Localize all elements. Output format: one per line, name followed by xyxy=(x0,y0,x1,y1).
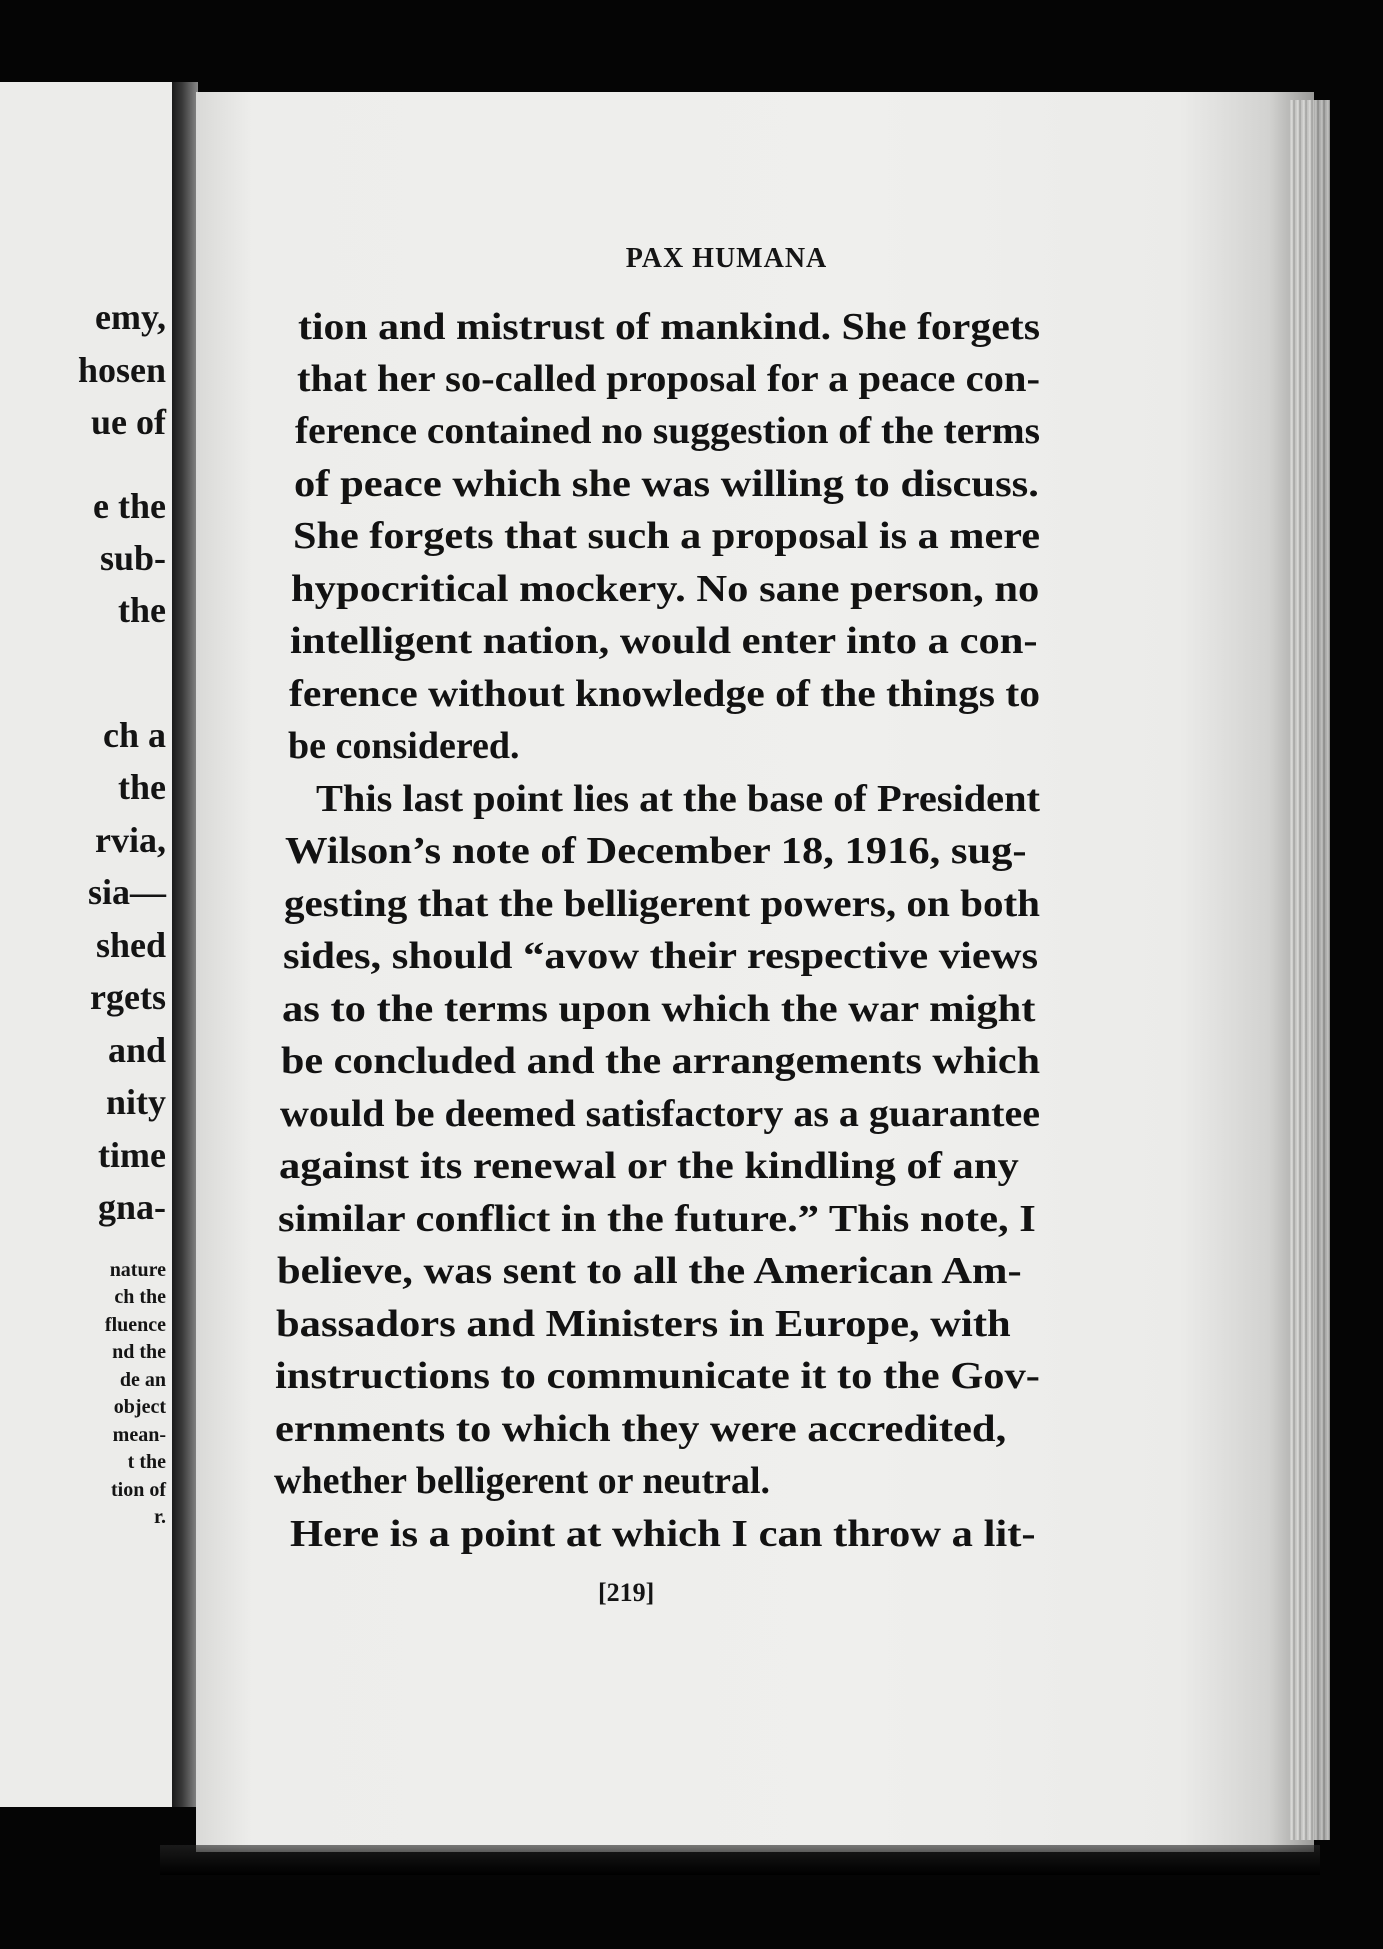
text-line: Here is a point at which I can throw a lit- xyxy=(290,1513,1036,1555)
text-line: intelligent nation, would enter into a con- xyxy=(290,620,1038,662)
text-line: instructions to communicate it to the Gov- xyxy=(275,1355,1040,1397)
facing-page-line: rvia, xyxy=(95,820,166,860)
text-line: ernments to which they were accredited, xyxy=(275,1408,1007,1450)
text-line: similar conflict in the future.” This note, I xyxy=(278,1198,1036,1240)
text-line: gesting that the belligerent powers, on both xyxy=(284,883,1041,925)
facing-page-footnote-line: de an xyxy=(119,1369,166,1391)
facing-page-line: the xyxy=(118,590,166,630)
text-line: ference contained no suggestion of the terms xyxy=(295,410,1041,452)
facing-page-footnote-line: object xyxy=(113,1396,166,1418)
text-line: of peace which she was willing to discuss. xyxy=(294,463,1039,505)
facing-page-footnote-line: nd the xyxy=(112,1341,166,1363)
facing-page-footnote-line: fluence xyxy=(104,1314,166,1336)
facing-page-line: emy, xyxy=(95,297,166,337)
page-number: [219] xyxy=(598,1578,655,1607)
running-head: PAX HUMANA xyxy=(625,243,828,274)
facing-page-line: time xyxy=(98,1135,166,1175)
text-line: be considered. xyxy=(288,725,520,767)
facing-page-footnote-line: ch the xyxy=(114,1286,166,1308)
facing-page-line: sia— xyxy=(87,872,166,912)
text-line: She forgets that such a proposal is a mere xyxy=(293,515,1040,557)
text-line: This last point lies at the base of President xyxy=(316,778,1040,820)
facing-page-footnote-line: nature xyxy=(109,1259,166,1281)
facing-page-footnote-line: r. xyxy=(153,1506,166,1528)
text-line: sides, should “avow their respective views xyxy=(283,935,1039,977)
page-bottom-shadow xyxy=(160,1845,1320,1875)
facing-page-line: gna- xyxy=(97,1187,166,1227)
text-line: as to the terms upon which the war might xyxy=(282,988,1036,1030)
text-line: hypocritical mockery. No sane person, no xyxy=(291,568,1040,610)
text-line: ference without knowledge of the things to xyxy=(289,673,1041,715)
facing-page-footnote-line: t the xyxy=(127,1451,166,1473)
facing-page-line: e the xyxy=(93,486,166,526)
facing-page-line: nity xyxy=(105,1082,166,1122)
facing-page-line: ue of xyxy=(91,402,166,442)
facing-page-footnote-line: mean- xyxy=(112,1424,166,1446)
text-line: believe, was sent to all the American Am- xyxy=(277,1250,1022,1292)
text-line: Wilson’s note of December 18, 1916, sug- xyxy=(285,830,1027,872)
facing-page-line: ch a xyxy=(103,715,166,755)
facing-page-line: hosen xyxy=(77,350,166,390)
text-line: would be deemed satisfactory as a guarantee xyxy=(280,1093,1040,1135)
text-line: against its renewal or the kindling of any xyxy=(279,1145,1019,1187)
facing-page-line: shed xyxy=(95,925,166,965)
facing-page-footnote-line: tion of xyxy=(111,1479,166,1501)
text-line: whether belligerent or neutral. xyxy=(274,1460,771,1502)
text-line: that her so-called proposal for a peace con- xyxy=(297,358,1040,400)
facing-page-line: and xyxy=(107,1030,166,1070)
text-line: bassadors and Ministers in Europe, with xyxy=(276,1303,1011,1345)
facing-page-line: the xyxy=(118,767,166,807)
text-line: be concluded and the arrangements which xyxy=(281,1040,1040,1082)
facing-page-line: rgets xyxy=(90,977,166,1017)
text-line: tion and mistrust of mankind. She forgets xyxy=(298,306,1040,348)
facing-page-line: sub- xyxy=(99,538,166,578)
